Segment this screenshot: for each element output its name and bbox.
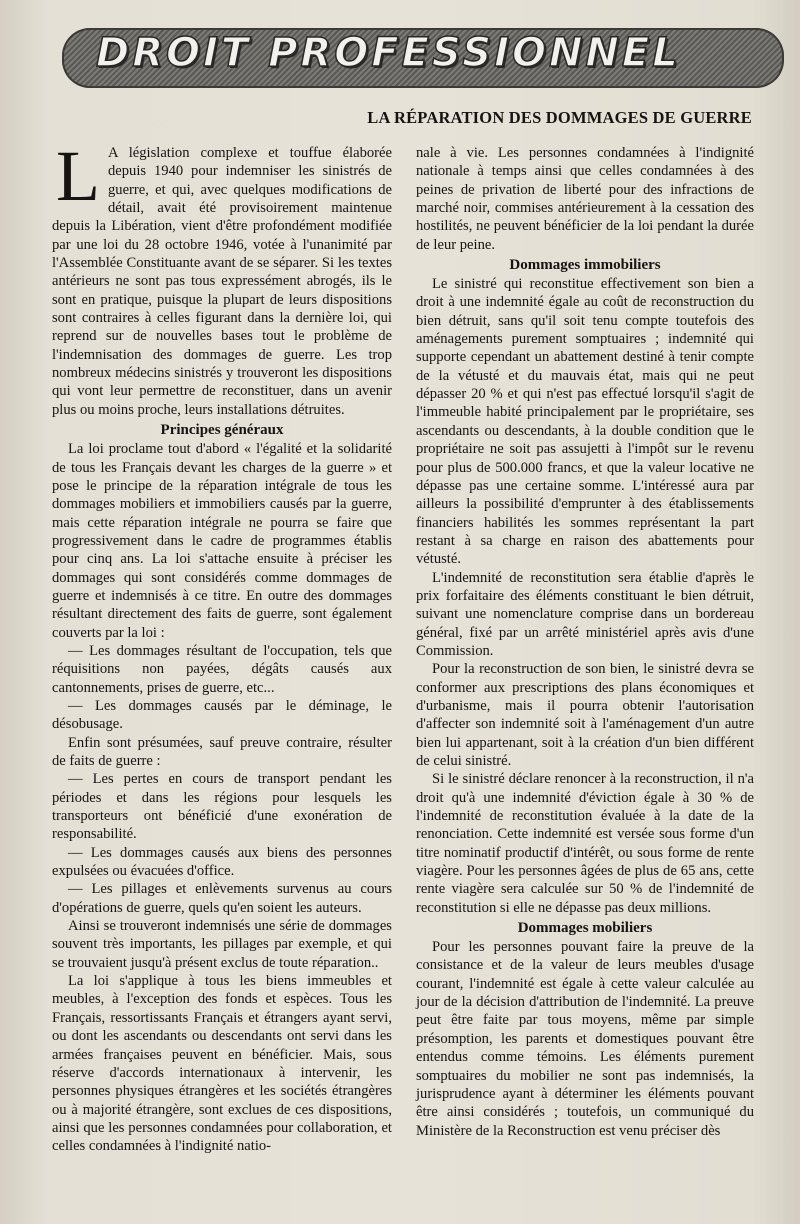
paragraph: L'indemnité de reconstitution sera établie d'après le prix forfaitaire des éléments constituant le bien détruit, suivant une nomenclature comprise dans un bordereau général, fixé par un arrêté ministériel après avis d'une Commission. (416, 569, 754, 659)
list-item: — Les dommages résultant de l'occupation, tels que réquisitions non payées, dégâts causés aux cantonnements, prises de guerre, etc... (52, 642, 392, 696)
list-item: — Les dommages causés par le déminage, le désobusage. (52, 697, 392, 733)
paragraph: Ainsi se trouveront indemnisés une série de dommages souvent très importants, les pillages par exemple, et qui se trouvaient jusqu'à présent exclus de toute réparation.. (52, 918, 392, 971)
list-item: — Les pillages et enlèvements survenus au cours d'opérations de guerre, quels qu'en soient les auteurs. (52, 881, 392, 916)
left-column (52, 136, 392, 1156)
heading-dommages-mobiliers: Dommages mobiliers (517, 920, 653, 937)
list-item: — Les pertes en cours de transport pendant les périodes et dans les régions pour lesquels les transporteurs ont bénéficié d'une exonération de responsabilité. (52, 771, 392, 843)
paragraph: nale à vie. Les personnes condamnées à l'indignité nationale à temps ainsi que celles condamnées à des peines de privation de liberté pour des infractions de marché noir, commises antérieurement à la cessation des hostilités, ne peuvent bénéficier de la loi pendant la durée de leur peine. (416, 145, 754, 253)
intro-paragraph (52, 136, 392, 419)
paragraph: Si le sinistré déclare renoncer à la reconstruction, il n'a droit qu'à une indemnité d'éviction égale à 30 % de l'indemnité de reconstitution évaluée à la date de la renonciation. Cette indemnité est versée sous forme d'un titre nominatif productif d'intérêt, ou sous forme de rente viagère. Pour les personnes âgées de plus de 65 ans, cette rente viagère sera calculée sur 50 % de l'indemnité de reconstitution si elle ne dépasse pas deux millions. (416, 771, 754, 916)
right-column (416, 144, 754, 1140)
paragraph: Enfin sont présumées, sauf preuve contraire, résulter de faits de guerre : (52, 734, 392, 769)
intro-text: A législation complexe et touffue élaborée depuis 1940 pour indemniser les sinistrés de guerre, et qui, avec quelques modifications de détail, avait été provisoirement maintenue depuis la Libération, vient d'être profondément modifiée par une loi du 28 octobre 1946, votée à l'unanimité par l'Assemblée Constituante avant de se séparer. Si les textes antérieurs ne sont pas tous expressément abrogés, ils le sont en pratique, puisque la plupart de leurs dispositions sont contraires à celles figurant dans la dernière loi, qui reprend sur de nouvelles bases tout le problème de l'indemnisation des dommages de guerre. Les trop nombreux médecins sinistrés y trouveront les dispositions qui vont leur permettre de reconstituer, dans un avenir plus ou moins proche, leurs installations détruites. (52, 145, 392, 418)
list-item: — Les dommages causés aux biens des personnes expulsées ou évacuées d'office. (52, 844, 392, 880)
paragraph: Pour les personnes pouvant faire la preuve de la consistance et de la valeur de leurs meubles d'usage courant, l'indemnité est égale à cette valeur calculée au jour de la décision d'attribution de l'indemnité. La preuve peut être faite par tous moyens, même par simple présomption, les parents et domestiques pouvant être entendus comme témoins. Les éléments purement somptuaires du mobilier ne sont pas indemnisés, la jurisprudence ayant à déterminer les éléments pouvant être ainsi considérés ; toutefois, un communiqué du Ministère de la Reconstruction est venu préciser dès (416, 939, 754, 1139)
paragraph: La loi proclame tout d'abord « l'égalité et la solidarité de tous les Français devant les charges de la guerre » et pose le principe de la réparation intégrale de tous les dommages mobiliers et immobiliers causés par la guerre, mais cette réparation intégrale ne pourra se faire que progressivement dans le cadre de programmes établis pour cinq ans. La loi s'attache ensuite à préciser les dommages qui sont considérés comme dommages de guerre et indemnisés à ce titre. En outre des dommages résultant directement des faits de guerre, sont également couverts par la loi : (52, 441, 392, 641)
paragraph: La loi s'applique à tous les biens immeubles et meubles, à l'exception des fonds et espèces. Tous les Français, ressortissants Français et étrangers ayant servi, ou dont les ascendants ou descendants ont servi dans les armées françaises peuvent en bénéficier. Mais, sous réserve d'accords internationaux à intervenir, les personnes physiques étrangères et les sociétés étrangères ou à majorité étrangère, sont exclues de ces dispositions, ainsi que les personnes condamnées pour collaboration, et celles condamnées à l'indignité natio- (52, 973, 392, 1155)
heading-dommages-immobiliers: Dommages immobiliers (509, 257, 661, 274)
drop-cap: L (56, 136, 100, 216)
paragraph: Le sinistré qui reconstitue effectivement son bien a droit à une indemnité égale au coût de reconstruction du bien détruit, sans qu'il soit tenu compte toutefois des aménagements purement somptuaires ; indemnité qui supporte cependant un abattement destiné à tenir compte de la vétusté et du mauvais état, mais qui ne peut dépasser 20 % et qui n'est pas effectué lorsqu'il s'agit de l'immeuble habité principalement par le propriétaire, ses ascendants ou descendants, à la double condition que le propriétaire ne soit pas assujetti à l'impôt sur le revenu pour plus de 500.000 francs, et que la valeur locative ne dépasse pas une certaine somme. L'intéressé aura par ailleurs la possibilité d'emprunter à des établissements financiers habilités les sommes représentant la part restant à sa charge en raison des abattements pour vétusté. (416, 276, 754, 568)
section-title: DROIT PROFESSIONNEL (96, 30, 681, 76)
article-title: LA RÉPARATION DES DOMMAGES DE GUERRE (367, 108, 752, 127)
heading-principes-generaux: Principes généraux (160, 422, 284, 439)
paragraph: Pour la reconstruction de son bien, le sinistré devra se conformer aux prescriptions des plans économiques et d'urbanisme, mais il pourra obtenir l'autorisation d'affecter son indemnité soit à l'aménagement d'un autre bien lui appartenant, soit à la création d'un bien différent de celui sinistré. (416, 661, 754, 769)
